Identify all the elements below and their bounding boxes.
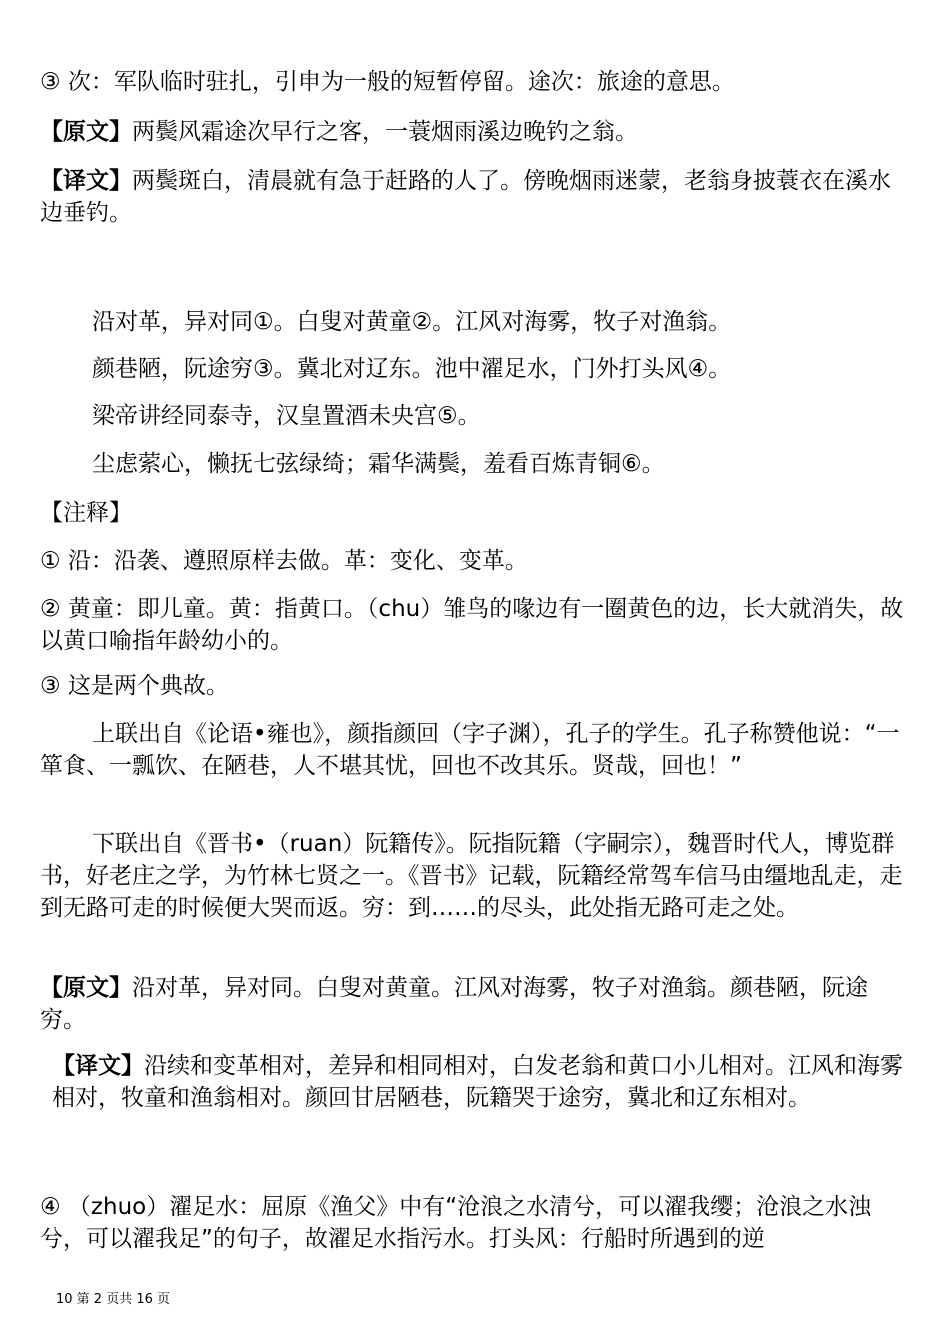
original-label-2: 【原文】: [40, 975, 132, 1001]
original-text-1: [40, 116, 912, 148]
translation-1: [40, 165, 912, 229]
verse-line-1: 沿对革，异对同①。白叟对黄童②。江风对海雾，牧子对渔翁。: [92, 309, 732, 335]
translation-content: 两鬓斑白，清晨就有急于赶路的人了。傍晚烟雨迷蒙，老翁身披蓑衣在溪水边垂钓。: [40, 168, 891, 226]
translation-label-2: 【译文】: [52, 1053, 144, 1079]
note-3-upper-couplet: 上联出自《论语•雍也》，颜指颜回（字子渊），孔子的学生。孔子称赞他说：“一箪食、一瓢饮、在陋巷，人不堪其忧，回也不改其乐。贤哉，回也！”: [40, 721, 900, 779]
original-content-2: 沿对革，异对同。白叟对黄童。江风对海雾，牧子对渔翁。颜巷陋，阮途穷。: [40, 975, 868, 1033]
translation-2: [52, 1050, 912, 1114]
verse-line-3: 梁帝讲经同泰寺，汉皇置酒未央宫⑤。: [92, 403, 481, 429]
original-label: 【原文】: [40, 119, 132, 145]
note-4: ④ （zhuo）濯足水：屈原《渔父》中有“沧浪之水清兮，可以濯我缨；沧浪之水浊兮，可以濯我足”的句子，故濯足水指污水。打头风：行船时所遇到的逆: [40, 1194, 872, 1252]
note-2: ② 黄童：即儿童。黄：指黄口。（chu）雏鸟的喙边有一圈黄色的边，长大就消失，故以黄口喻指年龄幼小的。: [40, 596, 904, 654]
page-footer: 10 第 2 页共 16 页: [56, 1292, 171, 1307]
translation-content-2: 沿续和变革相对，差异和相同相对，白发老翁和黄口小儿相对。江风和海雾相对，牧童和渔翁相对。颜回甘居陋巷，阮籍哭于途穷，冀北和辽东相对。: [52, 1053, 903, 1111]
note-3-lower-couplet: 下联出自《晋书•（ruan）阮籍传》。阮指阮籍（字嗣宗），魏晋时代人，博览群书，好老庄之学，为竹林七贤之一。《晋书》记载，阮籍经常驾车信马由缰地乱走，走到无路可走的时候便大哭而返。穷：到……的尽头，此处指无路可走之处。: [40, 831, 903, 921]
original-content: 两鬓风霜途次早行之客，一蓑烟雨溪边晚钓之翁。: [132, 119, 638, 145]
note-1: ① 沿：沿袭、遵照原样去做。革：变化、变革。: [40, 548, 528, 574]
original-text-2: [40, 972, 912, 1036]
note-3: ③ 这是两个典故。: [40, 673, 229, 699]
notes-heading: 【注释】: [40, 500, 132, 526]
verse-line-4: 尘虑萦心，懒抚七弦绿绮；霜华满鬓，羞看百炼青铜⑥。: [92, 451, 665, 477]
translation-label: 【译文】: [40, 168, 132, 194]
note-3-ci: ③ 次：军队临时驻扎，引申为一般的短暂停留。途次：旅途的意思。: [40, 69, 735, 95]
verse-line-2: 颜巷陋，阮途穷③。冀北对辽东。池中濯足水，门外打头风④。: [92, 356, 732, 382]
